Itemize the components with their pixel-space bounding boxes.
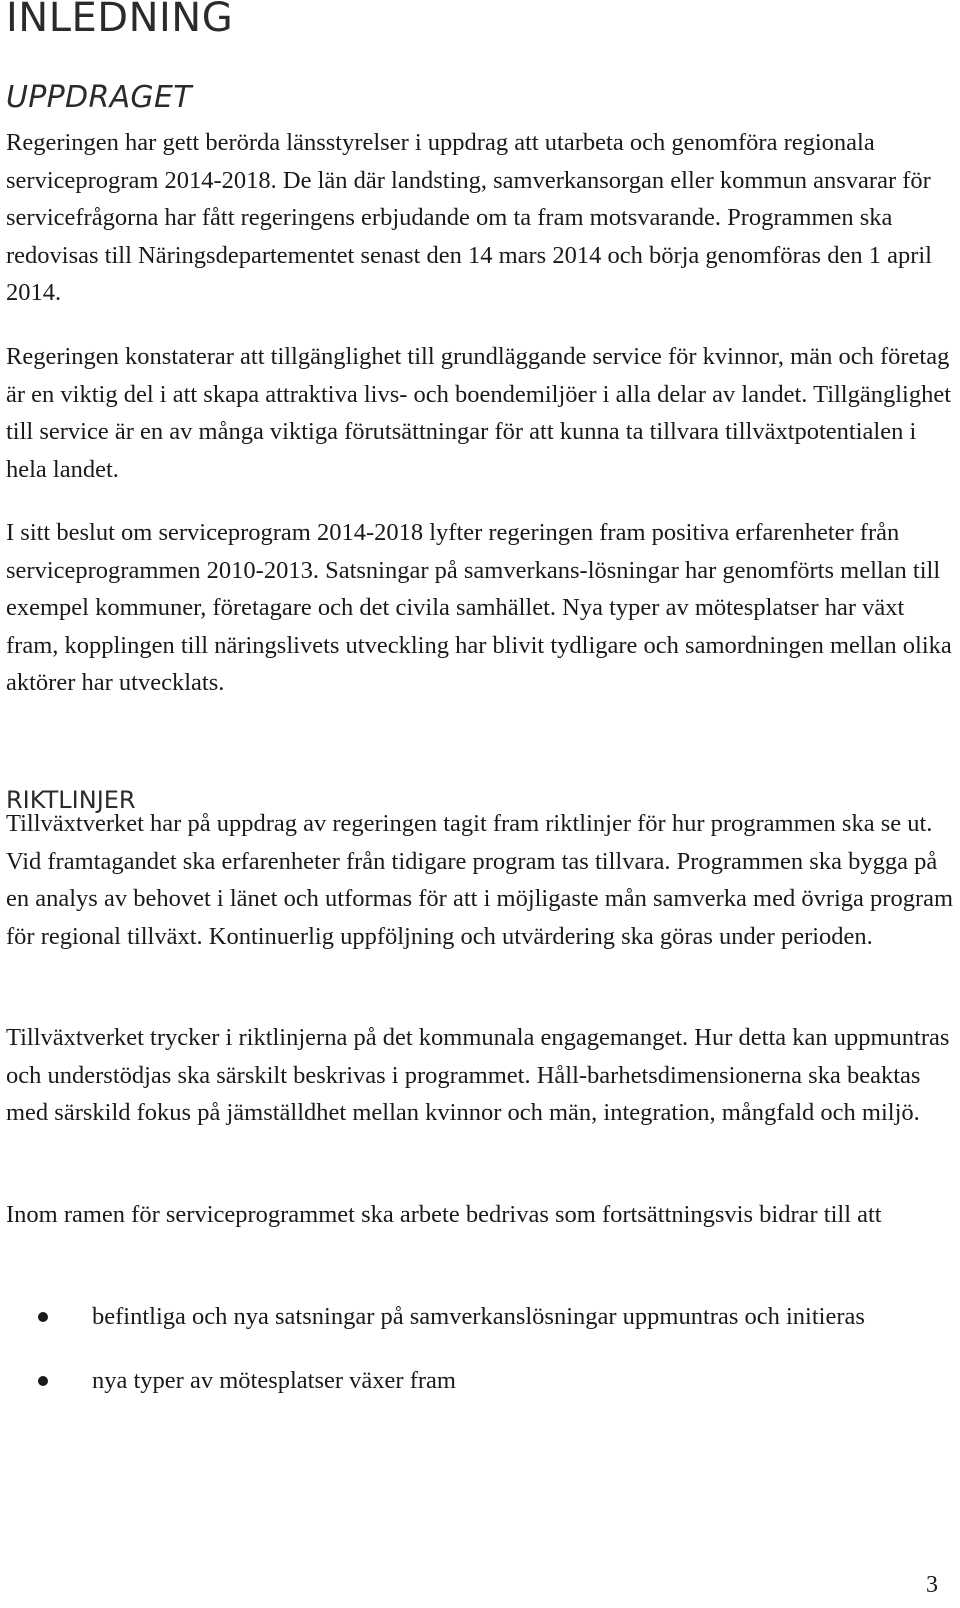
section-title-uppdraget: UPPDRAGET: [6, 80, 192, 115]
bullet-icon: [38, 1376, 48, 1386]
page-number: 3: [926, 1572, 938, 1598]
paragraph-uppdraget-3: I sitt beslut om serviceprogram 2014-2018 lyfter regeringen fram positiva erfarenheter från serviceprogrammen 2010-2013. Satsningar på samverkans-lösningar har genomförts mellan till exempel kommuner, företagare och det civila samhället. Nya typer av mötesplatser har växt fram, kopplingen till näringslivets utveckling har blivit tydligare och samordningen mellan olika aktörer har utvecklats.: [6, 519, 952, 697]
bullet-item: [0, 1362, 932, 1400]
paragraph-uppdraget-1: Regeringen har gett berörda länsstyrelser i uppdrag att utarbeta och genomföra regionala serviceprogram 2014-2018. De län där landsting, samverkansorgan eller kommun ansvarar för servicefrågorna har fått regeringens erbjudande om ta fram motsvarande. Programmen ska redovisas till Näringsdepartementet senast den 14 mars 2014 och börja genomföras den 1 april 2014.: [6, 129, 932, 307]
bullet-item: [0, 1298, 932, 1336]
paragraph-riktlinjer-2: Tillväxtverket trycker i riktlinjerna på det kommunala engagemanget. Hur detta kan uppmuntras och understödjas ska särskilt beskrivas i programmet. Håll-barhetsdimensionerna ska beaktas med särskild fokus på jämställdhet mellan kvinnor och män, integration, mångfald och miljö.: [6, 1024, 950, 1127]
bullet-list: [0, 1298, 960, 1400]
bullet-icon: [38, 1312, 48, 1322]
paragraph-uppdraget-2: Regeringen konstaterar att tillgänglighet till grundläggande service för kvinnor, män och företag är en viktig del i att skapa attraktiva livs- och boendemiljöer i alla delar av landet. Tillgänglighet till service är en av många viktiga förutsättningar för att kunna ta tillvara tillväxtpotentialen i hela landet.: [6, 343, 952, 483]
section-title-riktlinjer: RIKTLINJER: [6, 786, 136, 814]
bullet-text: befintliga och nya satsningar på samverkanslösningar uppmuntras och initieras: [92, 1303, 865, 1330]
paragraph-riktlinjer-1: Tillväxtverket har på uppdrag av regeringen tagit fram riktlinjer för hur programmen ska se ut. Vid framtagandet ska erfarenheter från tidigare program tas tillvara. Programmen ska bygga på en analys av behovet i länet och utformas för att i möjligaste mån samverka med övriga program för regional tillväxt. Kontinuerlig uppföljning och utvärdering ska göras under perioden.: [6, 810, 954, 950]
bullet-text: nya typer av mötesplatser växer fram: [92, 1367, 456, 1394]
paragraph-riktlinjer-3: Inom ramen för serviceprogrammet ska arbete bedrivas som fortsättningsvis bidrar till att: [6, 1201, 882, 1228]
chapter-title: INLEDNING: [6, 0, 234, 41]
